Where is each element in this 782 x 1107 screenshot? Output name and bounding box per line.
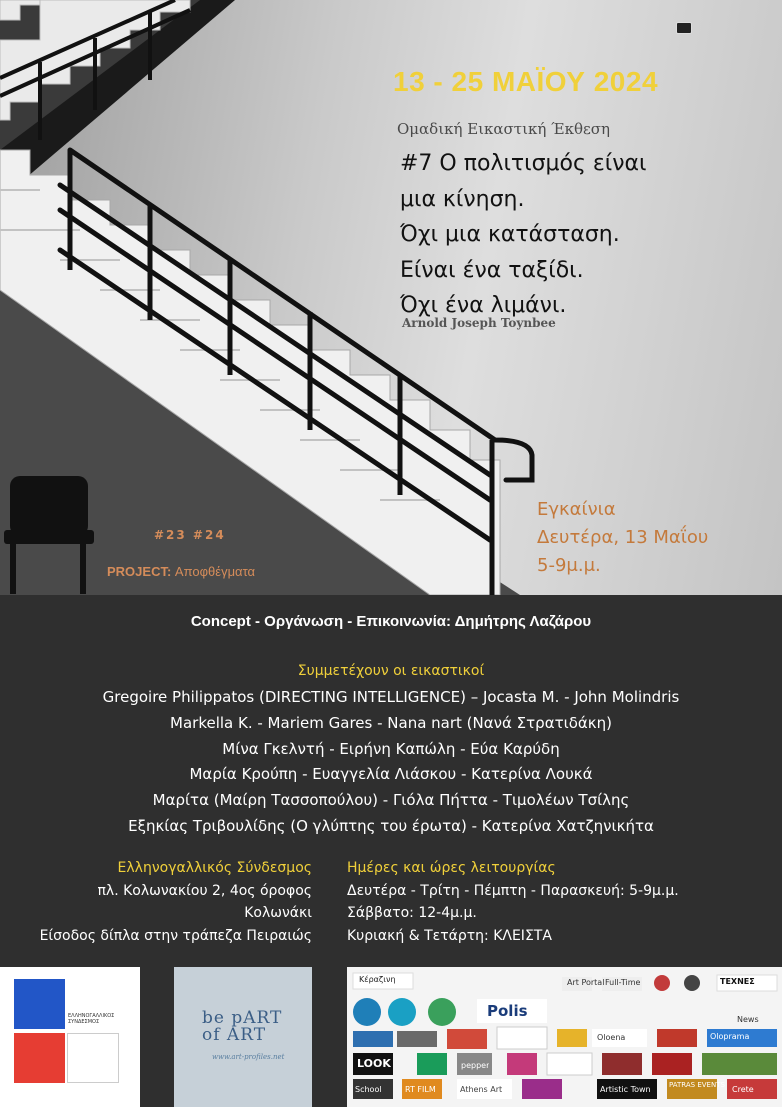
bepart-logo: [174, 967, 312, 1107]
hours-heading: Ημέρες και ώρες λειτουργίας: [347, 860, 556, 876]
hours-line: Κυριακή & Τετάρτη: ΚΛΕΙΣΤΑ: [347, 927, 552, 944]
venue-info: [40, 857, 312, 947]
sponsor-name: pepper: [461, 1061, 490, 1070]
participants-heading: Συμμετέχουν οι εικαστικοί: [297, 663, 485, 679]
sponsor-name: Κέραζινη: [359, 975, 396, 984]
venue-name: Ελληνογαλλικός Σύνδεσμος: [117, 860, 312, 876]
quote-author: Arnold Joseph Toynbee: [402, 316, 556, 330]
bepart-title: [202, 1010, 282, 1044]
opening-hours: [347, 857, 679, 947]
sponsor-name: ΤΕΧΝΕΣ: [720, 977, 755, 986]
quote-line: Όχι μια κατάσταση.: [400, 222, 620, 247]
sponsor-name: Athens Art: [460, 1085, 503, 1094]
venue-line: πλ. Κολωνακίου 2, 4ος όροφος: [97, 882, 312, 899]
sponsor-name: LOOK: [357, 1057, 391, 1070]
sponsors-panel: [347, 967, 782, 1107]
hashtags: #23 #24: [154, 528, 226, 542]
bepart-url: www.art-profiles.net: [212, 1053, 285, 1061]
sponsor-name: RT FILM: [405, 1085, 436, 1094]
sponsor-name: Full-Time: [605, 978, 641, 987]
sponsor-name: Oloena: [597, 1033, 626, 1042]
association-name: ΕΛΛΗΝΟΓΑΛΛΙΚΟΣ ΣΥΝΔΕΣΜΟΣ: [68, 1013, 115, 1025]
project-label-value: Αποφθέγματα: [174, 564, 256, 579]
sponsor-name: School: [355, 1085, 382, 1094]
bepart-line: of ART: [202, 1025, 267, 1045]
venue-line: Κολωνάκι: [244, 905, 312, 921]
project-label-key: PROJECT:: [107, 564, 172, 579]
sponsor-name: News: [737, 1015, 759, 1024]
quote-line: #7 Ο πολιτισμός είναι: [400, 151, 647, 176]
hours-line: Δευτέρα - Τρίτη - Πέμπτη - Παρασκευή: 5-9μ.μ.: [347, 882, 679, 899]
artist-list: [0, 685, 782, 840]
sponsor-name: PATRAS EVENTS: [669, 1081, 725, 1089]
tv-icon: [676, 22, 692, 34]
sponsor-name: Art Portal: [567, 978, 605, 987]
opening-info: [537, 496, 708, 580]
opening-line: 5-9μ.μ.: [537, 555, 601, 576]
quote-line: μια κίνηση.: [400, 186, 525, 212]
artist-line: Μίνα Γκελντή - Ειρήνη Καπώλη - Εύα Καρύδη: [222, 739, 560, 758]
sponsor-name: Artistic Town: [600, 1085, 651, 1094]
exhibition-subtitle: Ομαδική Εικαστική Έκθεση: [397, 120, 611, 138]
artist-line: Μαρία Κρούπη - Ευαγγελία Λιάσκου - Κατερίνα Λουκά: [189, 765, 593, 784]
association-logo: [0, 967, 140, 1107]
artist-line: Εξηκίας Τριβουλίδης (Ο γλύπτης του έρωτα) - Κατερίνα Χατζηνικήτα: [128, 816, 654, 835]
quote-line: Είναι ένα ταξίδι.: [400, 257, 584, 283]
artist-line: Gregoire Philippatos (DIRECTING INTELLIGENCE) – Jocasta M. - John Molindris: [102, 688, 680, 706]
exhibition-dates: 13 - 25 ΜΑΪΟΥ 2024: [393, 66, 659, 97]
venue-line: Είσοδος δίπλα στην τράπεζα Πειραιώς: [39, 927, 312, 944]
quote-block: [400, 146, 646, 324]
sponsor-name: Polis: [487, 1002, 528, 1020]
project-label: [107, 564, 255, 579]
bepart-line: be pART: [202, 1008, 283, 1028]
sponsor-name: Oloprama: [710, 1032, 750, 1041]
hours-line: Σάββατο: 12-4μ.μ.: [347, 905, 477, 921]
opening-line: Δευτέρα, 13 Μαΐου: [537, 527, 709, 548]
opening-line: Εγκαίνια: [537, 499, 616, 520]
artist-line: Μαρίτα (Μαίρη Τασσοπούλου) - Γιόλα Πήττα - Τιμολέων Τσίλης: [152, 791, 630, 810]
sponsor-name: Crete: [732, 1085, 754, 1094]
quote-line: Όχι ένα λιμάνι.: [400, 293, 567, 318]
concept-credit: Concept - Οργάνωση - Επικοινωνία: Δημήτρης Λαζάρου: [190, 613, 592, 630]
artist-line: Markella K. - Mariem Gares - Nana nart (Νανά Στρατιδάκη): [170, 713, 612, 732]
